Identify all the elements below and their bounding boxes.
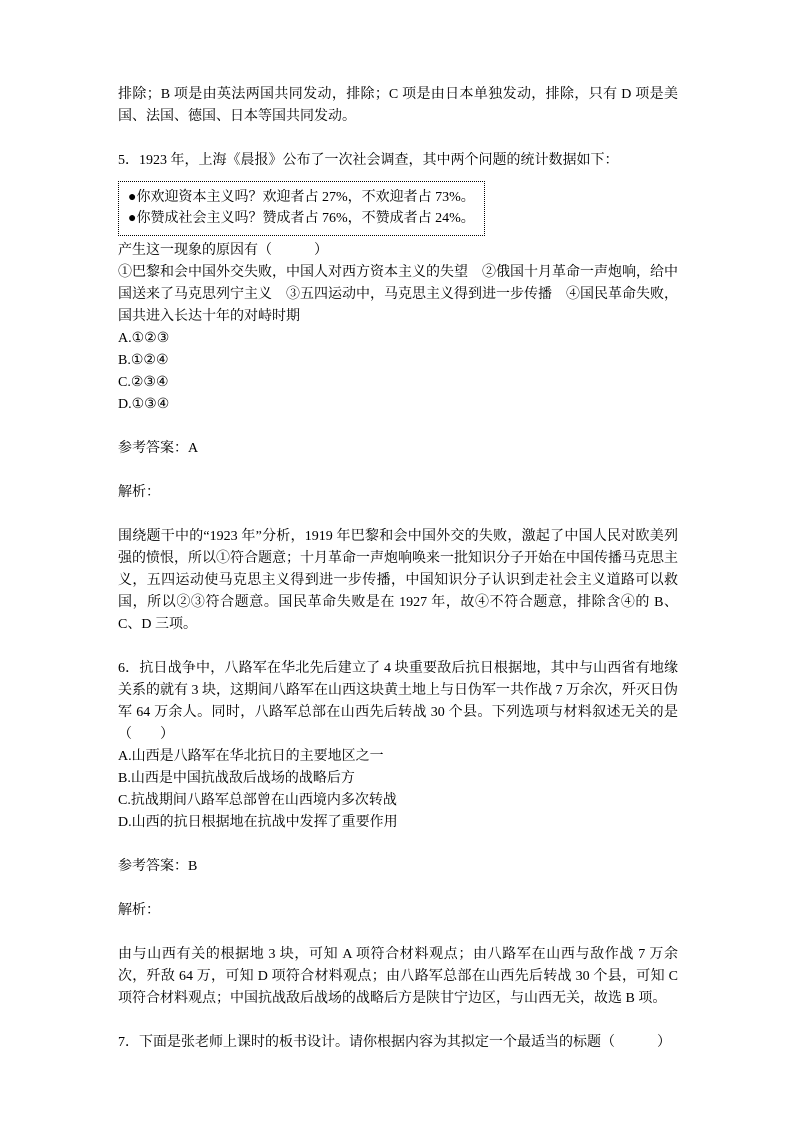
survey-line-capitalism: ●你欢迎资本主义吗？欢迎者占 27%，不欢迎者占 73%。 (128, 190, 475, 205)
question-5-analysis: 围绕题干中的“1923 年”分析，1919 年巴黎和会中国外交的失败，激起了中国人民对欧美列强的愤恨，所以①符合题意；十月革命一声炮响唤来一批知识分子开始在中国传播马克思主义，五四运动使马克思主义得到进一步传播，中国知识分子认识到走社会主义道路可以救国，所以②③符合题意。国民革命失败是在 1927 年，故④不符合题意，排除含④的 B、C、D 三项。 (118, 529, 678, 632)
question-5-option-c: C.②③④ (118, 375, 169, 390)
question-5-answer: 参考答案：A (118, 441, 199, 456)
question-6-analysis-label: 解析： (118, 903, 160, 918)
question-6-stem: 6．抗日战争中，八路军在华北先后建立了 4 块重要敌后抗日根据地，其中与山西省有地缘关系的就有 3 块，这期间八路军在山西这块黄土地上与日伪军一共作战 7 万余次，歼灭日伪军 64 万余人。同时，八路军总部在山西先后转战 30 个县。下列选项与材料叙述无关的是（ ） (118, 661, 678, 742)
question-5-analysis-label: 解析： (118, 485, 160, 500)
survey-line-socialism: ●你赞成社会主义吗？赞成者占 76%，不赞成者占 24%。 (128, 211, 475, 226)
question-5-option-a: A.①②③ (118, 331, 170, 346)
question-7-stem: 7．下面是张老师上课时的板书设计。请你根据内容为其拟定一个最适当的标题（ ） (118, 1035, 671, 1050)
question-6-option-b: B.山西是中国抗战敌后战场的战略后方 (118, 771, 355, 786)
question-5-prompt: 产生这一现象的原因有（ ） (118, 243, 328, 258)
question-5-items: ①巴黎和会中国外交失败，中国人对西方资本主义的失望 ②俄国十月革命一声炮响，给中国送来了马克思列宁主义 ③五四运动中，马克思主义得到进一步传播 ④国民革命失败，国共进入长达十年的对峙时期 (118, 265, 678, 324)
question-5-option-b: B.①②④ (118, 353, 169, 368)
question-6-option-c: C.抗战期间八路军总部曾在山西境内多次转战 (118, 793, 397, 808)
question-5-stem: 5．1923 年，上海《晨报》公布了一次社会调查，其中两个问题的统计数据如下： (118, 153, 619, 168)
question-6-analysis: 由与山西有关的根据地 3 块，可知 A 项符合材料观点；由八路军在山西与敌作战 7 万余次，歼敌 64 万，可知 D 项符合材料观点；由八路军总部在山西先后转战 30 个县，可知 C 项符合材料观点；中国抗战敌后战场的战略后方是陕甘宁边区，与山西无关，故选 B 项。 (118, 947, 678, 1006)
question-5-option-d: D.①③④ (118, 397, 170, 412)
question-6-answer: 参考答案：B (118, 859, 198, 874)
question-6-option-a: A.山西是八路军在华北抗日的主要地区之一 (118, 749, 384, 764)
survey-data-box (118, 181, 485, 236)
question-6-option-d: D.山西的抗日根据地在抗战中发挥了重要作用 (118, 815, 398, 830)
q4-analysis-continuation: 排除；B 项是由英法两国共同发动，排除；C 项是由日本单独发动，排除，只有 D 项是美国、法国、德国、日本等国共同发动。 (118, 87, 678, 124)
